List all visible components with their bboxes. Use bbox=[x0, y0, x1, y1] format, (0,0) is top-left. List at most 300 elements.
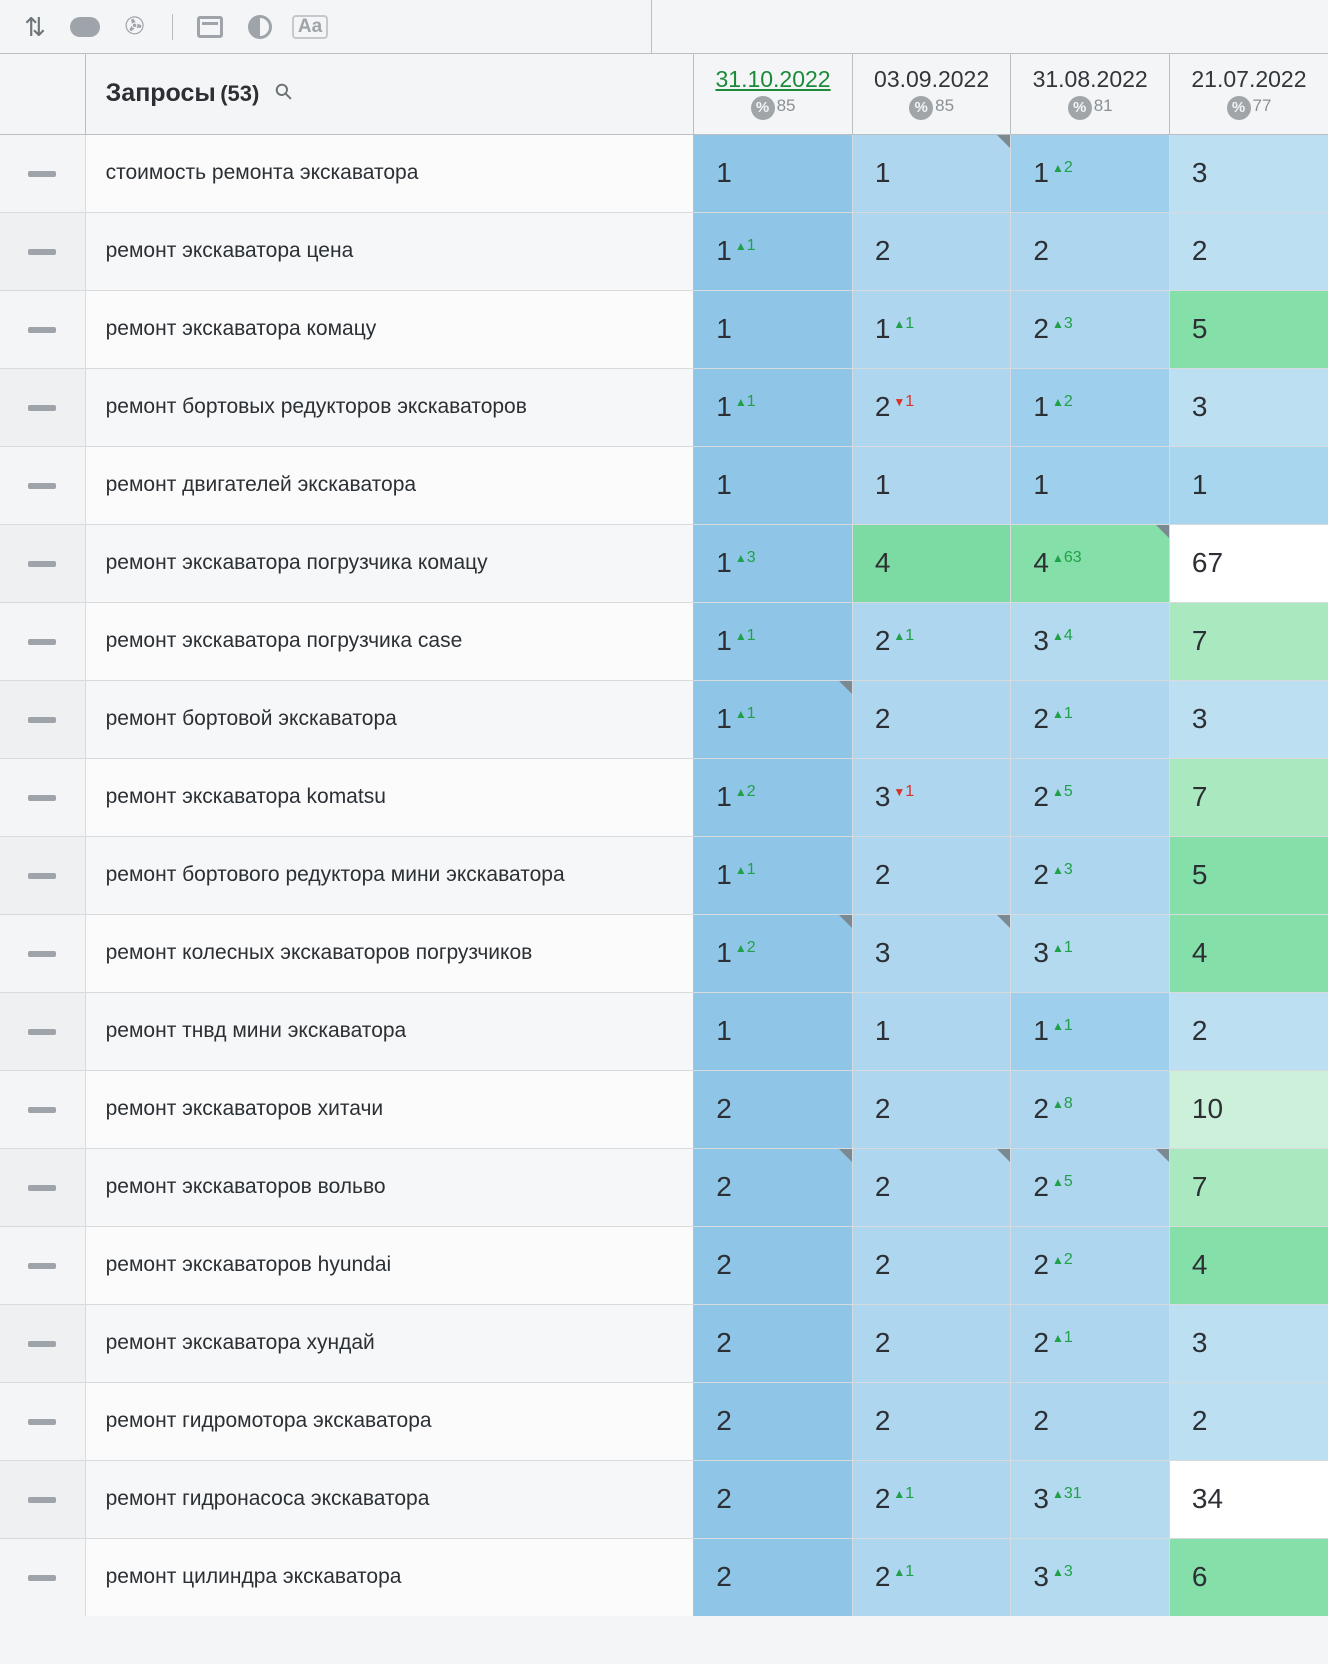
row-toggle-cell[interactable] bbox=[0, 1070, 85, 1148]
position-cell[interactable] bbox=[852, 1148, 1011, 1226]
delta-up: ▲1 bbox=[893, 1563, 915, 1581]
cell-note-corner-icon[interactable] bbox=[839, 915, 852, 928]
delta-up: ▲1 bbox=[734, 861, 756, 878]
position-value: 1 bbox=[716, 469, 732, 500]
percent-icon: % bbox=[909, 96, 933, 120]
percent-value: 85 bbox=[935, 96, 955, 116]
date-column-header-1[interactable] bbox=[694, 54, 853, 134]
position-cell[interactable] bbox=[1011, 992, 1170, 1070]
row-toggle-cell[interactable] bbox=[0, 992, 85, 1070]
cell-note-corner-icon[interactable] bbox=[1156, 1149, 1169, 1162]
position-value: 2 bbox=[874, 703, 891, 734]
position-value: 2 bbox=[716, 1561, 732, 1593]
percent-value: 77 bbox=[1252, 96, 1272, 116]
position-value: 1 bbox=[874, 469, 891, 500]
toolbar bbox=[0, 0, 652, 54]
position-value: 1 bbox=[1033, 157, 1049, 188]
position-value: 1 bbox=[874, 1015, 891, 1046]
row-toggle-cell[interactable] bbox=[0, 836, 85, 914]
table-row bbox=[0, 1070, 1328, 1148]
position-value: 2 bbox=[874, 1405, 891, 1436]
minus-icon[interactable] bbox=[28, 951, 56, 957]
position-cell[interactable] bbox=[1011, 758, 1170, 836]
position-cell[interactable] bbox=[694, 1148, 853, 1226]
position-value: 2 bbox=[1191, 235, 1208, 266]
minus-icon[interactable] bbox=[28, 1341, 56, 1347]
query-cell[interactable]: ремонт бортовой экскаватора bbox=[85, 680, 694, 758]
position-cell[interactable] bbox=[1169, 1070, 1328, 1148]
cell-note-corner-icon[interactable] bbox=[1156, 525, 1169, 538]
queries-table bbox=[0, 54, 1328, 1616]
delta-down: ▼1 bbox=[893, 393, 915, 410]
table-row bbox=[0, 212, 1328, 290]
percent-icon: % bbox=[1227, 96, 1251, 120]
minus-icon[interactable] bbox=[28, 249, 56, 255]
table-row bbox=[0, 446, 1328, 524]
position-value: 4 bbox=[1191, 937, 1208, 968]
cell-note-corner-icon[interactable] bbox=[839, 1149, 852, 1162]
percent-icon: % bbox=[1068, 96, 1092, 120]
position-value: 2 bbox=[716, 1405, 732, 1436]
position-cell[interactable] bbox=[1169, 1304, 1328, 1382]
date-label: 31.08.2022 bbox=[1032, 66, 1148, 93]
position-cell[interactable] bbox=[1011, 134, 1170, 212]
position-value: 2 bbox=[1033, 781, 1049, 812]
delta-down: ▼1 bbox=[893, 783, 915, 800]
position-value: 2 bbox=[874, 1483, 891, 1514]
position-value: 3 bbox=[1033, 625, 1049, 656]
position-value: 2 bbox=[874, 391, 891, 422]
position-cell[interactable] bbox=[852, 602, 1011, 680]
position-value: 1 bbox=[716, 157, 732, 188]
percent-badge bbox=[751, 96, 796, 120]
position-value: 67 bbox=[1191, 547, 1224, 578]
row-toggle-cell[interactable] bbox=[0, 524, 85, 602]
position-value: 1 bbox=[716, 235, 732, 266]
position-cell[interactable] bbox=[852, 1460, 1011, 1538]
row-toggle-cell[interactable] bbox=[0, 368, 85, 446]
delta-up: ▲1 bbox=[893, 627, 915, 644]
position-cell[interactable] bbox=[1011, 1148, 1170, 1226]
position-value: 2 bbox=[874, 235, 891, 266]
minus-icon[interactable] bbox=[28, 1575, 56, 1581]
table-row bbox=[0, 602, 1328, 680]
query-cell[interactable]: ремонт экскаватора хундай bbox=[85, 1304, 694, 1382]
row-toggle-cell[interactable] bbox=[0, 758, 85, 836]
percent-badge bbox=[1227, 96, 1272, 120]
position-value: 1 bbox=[1033, 469, 1049, 500]
position-cell[interactable] bbox=[694, 446, 853, 524]
position-value: 2 bbox=[1033, 859, 1049, 890]
position-value: 2 bbox=[1033, 1249, 1049, 1280]
position-cell[interactable] bbox=[694, 914, 853, 992]
position-cell[interactable] bbox=[852, 1070, 1011, 1148]
position-value: 3 bbox=[1033, 937, 1049, 968]
cell-note-corner-icon[interactable] bbox=[997, 1149, 1010, 1162]
toolbar-area bbox=[0, 0, 1328, 54]
position-value: 1 bbox=[1033, 391, 1049, 422]
position-value: 3 bbox=[1191, 1327, 1208, 1358]
table-row bbox=[0, 1226, 1328, 1304]
delta-up: ▲1 bbox=[734, 393, 756, 410]
search-icon[interactable]: ⚲ bbox=[268, 77, 299, 107]
toggle-column-header bbox=[0, 54, 85, 134]
position-cell[interactable] bbox=[1011, 368, 1170, 446]
position-value: 2 bbox=[1033, 1093, 1049, 1124]
position-cell[interactable] bbox=[694, 1304, 853, 1382]
position-value: 2 bbox=[1033, 313, 1049, 344]
table-row bbox=[0, 836, 1328, 914]
position-value: 2 bbox=[874, 1561, 891, 1593]
delta-up: ▲1 bbox=[1051, 1329, 1073, 1346]
position-cell[interactable] bbox=[1169, 1538, 1328, 1616]
sort-arrows-icon[interactable]: ⇅ bbox=[24, 11, 46, 42]
position-value: 2 bbox=[1191, 1015, 1208, 1046]
minus-icon[interactable] bbox=[28, 1185, 56, 1191]
table-row bbox=[0, 1382, 1328, 1460]
position-cell[interactable] bbox=[694, 290, 853, 368]
query-cell[interactable]: ремонт экскаваторов хитачи bbox=[85, 1070, 694, 1148]
delta-up: ▲1 bbox=[734, 237, 756, 254]
position-value: 1 bbox=[1033, 1015, 1049, 1046]
query-cell[interactable]: ремонт экскаватора цена bbox=[85, 212, 694, 290]
position-cell[interactable] bbox=[1011, 524, 1170, 602]
position-value: 2 bbox=[1033, 1171, 1049, 1202]
table-row bbox=[0, 1304, 1328, 1382]
position-value: 3 bbox=[874, 781, 891, 812]
delta-up: ▲3 bbox=[734, 549, 756, 566]
position-cell[interactable] bbox=[1011, 914, 1170, 992]
position-value: 34 bbox=[1191, 1483, 1224, 1514]
position-cell[interactable] bbox=[694, 524, 853, 602]
date-label: 21.07.2022 bbox=[1191, 66, 1307, 93]
position-value: 2 bbox=[874, 1093, 891, 1124]
position-cell[interactable] bbox=[1011, 1304, 1170, 1382]
position-value: 5 bbox=[1191, 313, 1208, 344]
query-cell[interactable]: ремонт тнвд мини экскаватора bbox=[85, 992, 694, 1070]
minus-icon[interactable] bbox=[28, 561, 56, 567]
position-value: 1 bbox=[716, 625, 732, 656]
position-cell[interactable] bbox=[1169, 446, 1328, 524]
window-icon[interactable] bbox=[193, 10, 227, 44]
position-value: 1 bbox=[716, 781, 732, 812]
position-value: 3 bbox=[1033, 1483, 1049, 1514]
position-cell[interactable] bbox=[694, 836, 853, 914]
position-value: 1 bbox=[716, 937, 732, 968]
position-value: 2 bbox=[1033, 1405, 1049, 1436]
position-cell[interactable] bbox=[694, 602, 853, 680]
table-row bbox=[0, 134, 1328, 212]
position-cell[interactable] bbox=[1169, 524, 1328, 602]
date-label: 03.09.2022 bbox=[874, 66, 990, 93]
position-cell[interactable] bbox=[1169, 212, 1328, 290]
date-column-header-4[interactable] bbox=[1169, 54, 1328, 134]
minus-icon[interactable] bbox=[28, 405, 56, 411]
percent-value: 81 bbox=[1093, 96, 1113, 116]
delta-up: ▲2 bbox=[1051, 1251, 1073, 1268]
query-cell[interactable]: ремонт экскаватора погрузчика комацу bbox=[85, 524, 694, 602]
position-value: 1 bbox=[716, 391, 732, 422]
table-row bbox=[0, 1148, 1328, 1226]
position-value: 1 bbox=[716, 313, 732, 344]
row-toggle-cell[interactable] bbox=[0, 212, 85, 290]
position-value: 2 bbox=[716, 1483, 732, 1514]
position-value: 1 bbox=[1191, 469, 1208, 500]
position-value: 3 bbox=[1191, 391, 1208, 422]
percent-badge bbox=[1068, 96, 1113, 120]
delta-up: ▲2 bbox=[734, 939, 756, 956]
query-cell[interactable]: ремонт бортовых редукторов экскаваторов bbox=[85, 368, 694, 446]
position-value: 7 bbox=[1191, 625, 1208, 656]
position-value: 7 bbox=[1191, 1171, 1208, 1202]
position-cell[interactable] bbox=[1169, 134, 1328, 212]
query-cell[interactable]: ремонт экскаваторов вольво bbox=[85, 1148, 694, 1226]
position-cell[interactable] bbox=[694, 134, 853, 212]
position-cell[interactable] bbox=[852, 134, 1011, 212]
position-value: 1 bbox=[874, 157, 891, 188]
position-value: 1 bbox=[874, 313, 891, 344]
delta-up: ▲1 bbox=[893, 1485, 915, 1502]
delta-up: ▲31 bbox=[1051, 1485, 1082, 1502]
position-value: 1 bbox=[716, 703, 732, 734]
position-value: 2 bbox=[874, 859, 891, 890]
position-cell[interactable] bbox=[1169, 758, 1328, 836]
position-value: 2 bbox=[874, 1171, 891, 1202]
query-cell[interactable]: ремонт экскаваторов hyundai bbox=[85, 1226, 694, 1304]
position-cell[interactable] bbox=[1011, 1382, 1170, 1460]
minus-icon[interactable] bbox=[28, 171, 56, 177]
minus-icon[interactable] bbox=[28, 1419, 56, 1425]
position-cell[interactable] bbox=[852, 758, 1011, 836]
position-cell[interactable] bbox=[1169, 290, 1328, 368]
position-value: 6 bbox=[1191, 1561, 1208, 1593]
minus-icon[interactable] bbox=[28, 483, 56, 489]
position-cell[interactable] bbox=[852, 992, 1011, 1070]
date-label: 31.10.2022 bbox=[715, 66, 831, 93]
minus-icon[interactable] bbox=[28, 1107, 56, 1113]
half-circle-icon[interactable] bbox=[243, 10, 277, 44]
delta-up: ▲1 bbox=[1051, 705, 1073, 722]
row-toggle-cell[interactable] bbox=[0, 1382, 85, 1460]
delta-up: ▲1 bbox=[1051, 1017, 1073, 1034]
position-value: 3 bbox=[1033, 1561, 1049, 1593]
position-value: 1 bbox=[716, 547, 732, 578]
table-row bbox=[0, 524, 1328, 602]
minus-icon[interactable] bbox=[28, 1497, 56, 1503]
minus-icon[interactable] bbox=[28, 795, 56, 801]
date-column-header-3[interactable] bbox=[1011, 54, 1170, 134]
percent-badge bbox=[909, 96, 954, 120]
position-cell[interactable] bbox=[1011, 836, 1170, 914]
table-row bbox=[0, 1538, 1328, 1616]
position-value: 2 bbox=[874, 625, 891, 656]
position-value: 2 bbox=[716, 1171, 732, 1202]
table-row bbox=[0, 290, 1328, 368]
position-value: 3 bbox=[1191, 157, 1208, 188]
position-value: 5 bbox=[1191, 859, 1208, 890]
position-cell[interactable] bbox=[694, 1538, 853, 1616]
minus-icon[interactable] bbox=[28, 1029, 56, 1035]
position-cell[interactable] bbox=[694, 368, 853, 446]
position-value: 4 bbox=[1033, 547, 1049, 578]
table-row bbox=[0, 1460, 1328, 1538]
row-toggle-cell[interactable] bbox=[0, 914, 85, 992]
position-cell[interactable] bbox=[1011, 1226, 1170, 1304]
position-cell[interactable] bbox=[852, 290, 1011, 368]
row-toggle-cell[interactable] bbox=[0, 1538, 85, 1616]
table-row bbox=[0, 368, 1328, 446]
query-cell[interactable]: ремонт экскаватора komatsu bbox=[85, 758, 694, 836]
position-cell[interactable] bbox=[1169, 602, 1328, 680]
position-value: 1 bbox=[716, 859, 732, 890]
position-value: 3 bbox=[1191, 703, 1208, 734]
row-toggle-cell[interactable] bbox=[0, 1304, 85, 1382]
position-cell[interactable] bbox=[852, 836, 1011, 914]
query-cell[interactable]: ремонт бортового редуктора мини экскаватора bbox=[85, 836, 694, 914]
delta-up: ▲1 bbox=[893, 315, 915, 332]
position-cell[interactable] bbox=[1011, 446, 1170, 524]
delta-up: ▲2 bbox=[734, 783, 756, 800]
table-body bbox=[0, 134, 1328, 1616]
position-cell[interactable] bbox=[852, 1304, 1011, 1382]
row-toggle-cell[interactable] bbox=[0, 446, 85, 524]
cell-note-corner-icon[interactable] bbox=[997, 135, 1010, 148]
position-value: 2 bbox=[1191, 1405, 1208, 1436]
query-column-header[interactable] bbox=[85, 54, 694, 134]
cell-note-corner-icon[interactable] bbox=[839, 681, 852, 694]
position-cell[interactable] bbox=[852, 368, 1011, 446]
table-row bbox=[0, 914, 1328, 992]
position-cell[interactable] bbox=[1169, 1382, 1328, 1460]
minus-icon[interactable] bbox=[28, 1263, 56, 1269]
table-row bbox=[0, 758, 1328, 836]
position-cell[interactable] bbox=[1169, 1226, 1328, 1304]
position-value: 7 bbox=[1191, 781, 1208, 812]
query-cell[interactable]: ремонт цилиндра экскаватора bbox=[85, 1538, 694, 1616]
row-toggle-cell[interactable] bbox=[0, 680, 85, 758]
position-cell[interactable] bbox=[1169, 836, 1328, 914]
row-toggle-cell[interactable] bbox=[0, 1460, 85, 1538]
position-cell[interactable] bbox=[694, 1382, 853, 1460]
table-row bbox=[0, 992, 1328, 1070]
position-cell[interactable] bbox=[852, 1382, 1011, 1460]
position-cell[interactable] bbox=[852, 212, 1011, 290]
delta-up: ▲1 bbox=[734, 705, 756, 722]
pill-icon[interactable] bbox=[68, 10, 102, 44]
row-toggle-cell[interactable] bbox=[0, 1148, 85, 1226]
query-cell[interactable]: ремонт экскаватора комацу bbox=[85, 290, 694, 368]
position-cell[interactable] bbox=[1011, 290, 1170, 368]
position-value: 2 bbox=[874, 1327, 891, 1358]
position-cell[interactable] bbox=[1011, 680, 1170, 758]
position-value: 2 bbox=[1033, 235, 1049, 266]
row-toggle-cell[interactable] bbox=[0, 134, 85, 212]
position-value: 4 bbox=[874, 547, 891, 578]
query-cell[interactable]: ремонт гидронасоса экскаватора bbox=[85, 1460, 694, 1538]
position-value: 2 bbox=[874, 1249, 891, 1280]
position-cell[interactable] bbox=[852, 680, 1011, 758]
query-count: (53) bbox=[220, 81, 260, 107]
position-cell[interactable] bbox=[694, 758, 853, 836]
table-head bbox=[0, 54, 1328, 134]
position-cell[interactable] bbox=[852, 524, 1011, 602]
minus-icon[interactable] bbox=[28, 873, 56, 879]
query-cell[interactable]: ремонт колесных экскаваторов погрузчиков bbox=[85, 914, 694, 992]
delta-up: ▲2 bbox=[1051, 159, 1073, 176]
delta-up: ▲3 bbox=[1051, 861, 1073, 878]
header-row bbox=[0, 54, 1328, 134]
position-value: 10 bbox=[1191, 1093, 1224, 1124]
table-row bbox=[0, 680, 1328, 758]
position-cell[interactable] bbox=[694, 1460, 853, 1538]
position-cell[interactable] bbox=[1011, 1460, 1170, 1538]
position-cell[interactable] bbox=[852, 914, 1011, 992]
query-cell[interactable]: ремонт гидромотора экскаватора bbox=[85, 1382, 694, 1460]
minus-icon[interactable] bbox=[28, 717, 56, 723]
percent-icon: % bbox=[751, 96, 775, 120]
position-cell[interactable] bbox=[1169, 914, 1328, 992]
position-cell[interactable] bbox=[694, 992, 853, 1070]
toolbar-divider bbox=[172, 14, 173, 40]
position-cell[interactable] bbox=[1011, 602, 1170, 680]
date-column-header-2[interactable] bbox=[852, 54, 1011, 134]
cell-note-corner-icon[interactable] bbox=[997, 915, 1010, 928]
position-cell[interactable] bbox=[852, 1226, 1011, 1304]
delta-up: ▲8 bbox=[1051, 1095, 1073, 1112]
position-cell[interactable] bbox=[1169, 368, 1328, 446]
position-value: 4 bbox=[1191, 1249, 1208, 1280]
toolbar-empty-area bbox=[652, 0, 1328, 54]
row-toggle-cell[interactable] bbox=[0, 602, 85, 680]
row-toggle-cell[interactable] bbox=[0, 1226, 85, 1304]
position-value: 2 bbox=[1033, 1327, 1049, 1358]
position-cell[interactable] bbox=[1169, 1460, 1328, 1538]
delta-up: ▲2 bbox=[1051, 393, 1073, 410]
position-value: 2 bbox=[1033, 703, 1049, 734]
position-cell[interactable] bbox=[852, 1538, 1011, 1616]
query-cell[interactable]: ремонт двигателей экскаватора bbox=[85, 446, 694, 524]
position-cell[interactable] bbox=[1169, 992, 1328, 1070]
position-cell[interactable] bbox=[694, 680, 853, 758]
page-title: Запросы bbox=[105, 79, 216, 108]
position-cell[interactable] bbox=[1011, 1070, 1170, 1148]
position-value: 2 bbox=[716, 1327, 732, 1358]
delta-up: ▲5 bbox=[1051, 783, 1073, 800]
row-toggle-cell[interactable] bbox=[0, 290, 85, 368]
position-value: 3 bbox=[874, 937, 891, 968]
position-cell[interactable] bbox=[1011, 212, 1170, 290]
position-value: 1 bbox=[716, 1015, 732, 1046]
query-cell[interactable]: стоимость ремонта экскаватора bbox=[85, 134, 694, 212]
delta-up: ▲5 bbox=[1051, 1173, 1073, 1190]
minus-icon[interactable] bbox=[28, 639, 56, 645]
aa-icon[interactable]: Aa bbox=[293, 10, 327, 44]
position-cell[interactable] bbox=[694, 212, 853, 290]
delta-up: ▲1 bbox=[1051, 939, 1073, 956]
delta-up: ▲3 bbox=[1051, 315, 1073, 332]
position-cell[interactable] bbox=[1169, 680, 1328, 758]
query-cell[interactable]: ремонт экскаватора погрузчика case bbox=[85, 602, 694, 680]
position-cell[interactable] bbox=[1169, 1148, 1328, 1226]
delta-up: ▲1 bbox=[734, 627, 756, 644]
paperclip-icon[interactable]: ✇ bbox=[120, 10, 150, 43]
minus-icon[interactable] bbox=[28, 327, 56, 333]
delta-up: ▲63 bbox=[1051, 549, 1082, 566]
position-cell[interactable] bbox=[694, 1070, 853, 1148]
position-cell[interactable] bbox=[1011, 1538, 1170, 1616]
position-cell[interactable] bbox=[694, 1226, 853, 1304]
position-cell[interactable] bbox=[852, 446, 1011, 524]
